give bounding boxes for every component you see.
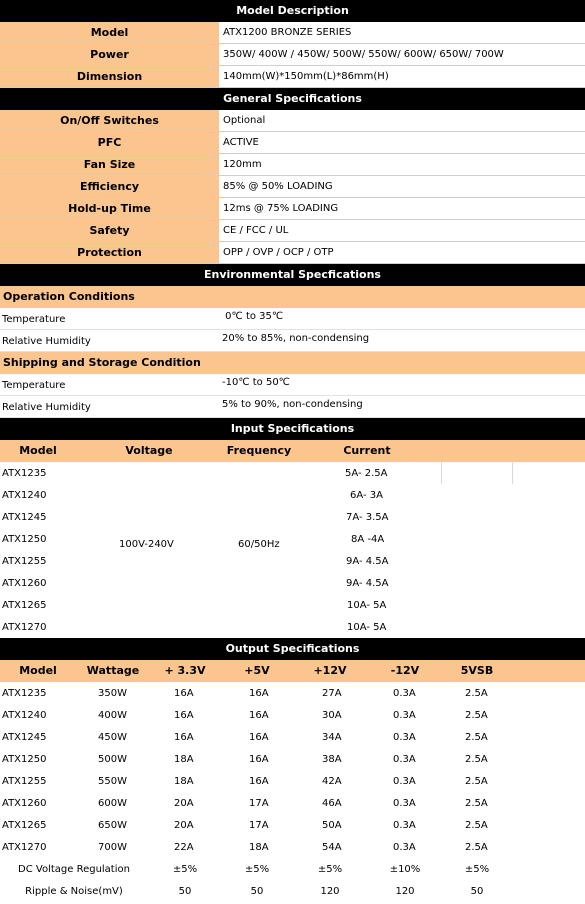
column-header: Current: [343, 444, 391, 457]
value-cell: 0.3A: [393, 820, 416, 831]
value-cell: 27A: [322, 688, 342, 699]
wattage-cell: 650W: [98, 820, 127, 831]
model-cell: ATX1270: [2, 842, 47, 853]
spec-row: [0, 154, 585, 176]
value-cell: 16A: [174, 710, 194, 721]
value-cell: 16A: [174, 688, 194, 699]
model-cell: ATX1265: [2, 600, 47, 611]
value-cell: 2.5A: [465, 820, 488, 831]
value-cell: 42A: [322, 776, 342, 787]
spec-value: OPP / OVP / OCP / OTP: [223, 247, 334, 258]
table-row: [0, 462, 585, 484]
model-cell: ATX1250: [2, 534, 47, 545]
value-cell: 46A: [322, 798, 342, 809]
value-cell: 2.5A: [465, 776, 488, 787]
value-cell: 54A: [322, 842, 342, 853]
wattage-cell: 350W: [98, 688, 127, 699]
wattage-cell: 600W: [98, 798, 127, 809]
table-row: [0, 616, 585, 638]
env-label: Relative Humidity: [2, 336, 91, 347]
spec-value: 350W/ 400W / 450W/ 500W/ 550W/ 600W/ 650W/ 700W: [223, 49, 504, 60]
spec-label: Power: [0, 44, 219, 65]
wattage-cell: 450W: [98, 732, 127, 743]
env-value: -10℃ to 50℃: [222, 377, 290, 388]
table-row: [0, 594, 585, 616]
value-cell: 120: [320, 886, 340, 897]
model-cell: ATX1245: [2, 732, 47, 743]
wattage-cell: 400W: [98, 710, 127, 721]
spec-row: [0, 242, 585, 264]
value-cell: 17A: [249, 798, 269, 809]
value-cell: 2.5A: [465, 732, 488, 743]
table-row: [0, 550, 585, 572]
env-label: Temperature: [2, 314, 66, 325]
value-cell: 20A: [174, 798, 194, 809]
table-row: [0, 792, 585, 814]
value-cell: 18A: [249, 842, 269, 853]
value-cell: 16A: [249, 776, 269, 787]
spec-value: 85% @ 50% LOADING: [223, 181, 333, 192]
table-row: [0, 770, 585, 792]
input-table-header: [0, 440, 585, 462]
value-cell: ±5%: [464, 864, 490, 875]
spec-row: [0, 198, 585, 220]
value-cell: 20A: [174, 820, 194, 831]
value-cell: 120: [395, 886, 415, 897]
model-cell: ATX1250: [2, 754, 47, 765]
model-cell: ATX1260: [2, 798, 47, 809]
spec-label: Dimension: [0, 66, 219, 87]
table-row: [0, 814, 585, 836]
value-cell: 0.3A: [393, 776, 416, 787]
table-row: [0, 836, 585, 858]
env-label: Temperature: [2, 380, 66, 391]
model-cell: ATX1255: [2, 556, 47, 567]
value-cell: 38A: [322, 754, 342, 765]
spec-label: PFC: [0, 132, 219, 153]
current-cell: 10A- 5A: [347, 622, 387, 633]
value-cell: ±5%: [172, 864, 198, 875]
spec-row: [0, 132, 585, 154]
value-cell: 50: [470, 886, 484, 897]
value-cell: 2.5A: [465, 710, 488, 721]
spec-value: ATX1200 BRONZE SERIES: [223, 27, 352, 38]
current-cell: 9A- 4.5A: [346, 578, 389, 589]
value-cell: 50: [178, 886, 192, 897]
column-header: +5V: [244, 664, 270, 677]
model-cell: ATX1270: [2, 622, 47, 633]
value-cell: 34A: [322, 732, 342, 743]
section-header-output-specifications: Output Specifications: [0, 638, 585, 660]
model-cell: ATX1265: [2, 820, 47, 831]
env-row: [0, 330, 585, 352]
spec-value: Optional: [223, 115, 266, 126]
section-header-model-description: Model Description: [0, 0, 585, 22]
column-header: -12V: [390, 664, 420, 677]
table-row: [0, 748, 585, 770]
current-cell: 6A- 3A: [350, 490, 383, 501]
value-cell: 2.5A: [465, 688, 488, 699]
input-voltage: 100V-240V: [119, 539, 174, 550]
value-cell: 16A: [249, 688, 269, 699]
value-cell: 22A: [174, 842, 194, 853]
table-row: [0, 572, 585, 594]
spec-row: [0, 66, 585, 88]
column-header: +12V: [313, 664, 347, 677]
spec-row: [0, 220, 585, 242]
spec-row: [0, 22, 585, 44]
table-row: [0, 726, 585, 748]
value-cell: 0.3A: [393, 798, 416, 809]
model-cell: ATX1260: [2, 578, 47, 589]
value-cell: 18A: [174, 776, 194, 787]
column-header: 5VSB: [460, 664, 494, 677]
value-cell: 2.5A: [465, 754, 488, 765]
value-cell: 0.3A: [393, 732, 416, 743]
spec-label: Model: [0, 22, 219, 43]
footer-label: Ripple & Noise(mV): [25, 886, 123, 897]
value-cell: 17A: [249, 820, 269, 831]
model-cell: ATX1240: [2, 490, 47, 501]
column-header: Voltage: [125, 444, 173, 457]
section-header-general-specifications: General Specifications: [0, 88, 585, 110]
spec-row: [0, 176, 585, 198]
value-cell: 2.5A: [465, 842, 488, 853]
value-cell: 16A: [249, 754, 269, 765]
env-value: 5% to 90%, non-condensing: [222, 399, 363, 410]
value-cell: 2.5A: [465, 798, 488, 809]
section-header-input-specifications: Input Specifications: [0, 418, 585, 440]
env-label: Relative Humidity: [2, 402, 91, 413]
env-value: 20% to 85%, non-condensing: [222, 333, 370, 344]
value-cell: 16A: [249, 710, 269, 721]
value-cell: 30A: [322, 710, 342, 721]
spec-row: [0, 44, 585, 66]
value-cell: ±5%: [317, 864, 343, 875]
spec-label: Fan Size: [0, 154, 219, 175]
env-value: 0℃ to 35℃: [222, 311, 284, 322]
spec-row: [0, 110, 585, 132]
footer-row: [0, 880, 585, 902]
value-cell: 50: [250, 886, 264, 897]
footer-row: [0, 858, 585, 880]
column-header: + 3.3V: [164, 664, 206, 677]
model-cell: ATX1235: [2, 688, 47, 699]
table-row: [0, 682, 585, 704]
env-row: [0, 308, 585, 330]
spec-value: ACTIVE: [223, 137, 259, 148]
subsection-title: Operation Conditions: [0, 286, 585, 308]
value-cell: 0.3A: [393, 710, 416, 721]
value-cell: 0.3A: [393, 842, 416, 853]
env-row: [0, 374, 585, 396]
current-cell: 8A -4A: [351, 534, 385, 545]
input-frequency: 60/50Hz: [238, 539, 280, 550]
table-row: [0, 704, 585, 726]
spec-value: 120mm: [223, 159, 262, 170]
value-cell: 16A: [174, 732, 194, 743]
env-row: [0, 396, 585, 418]
section-header-environmental-specifications: Environmental Specfications: [0, 264, 585, 286]
current-cell: 5A- 2.5A: [345, 468, 388, 479]
value-cell: 0.3A: [393, 688, 416, 699]
value-cell: 18A: [174, 754, 194, 765]
table-row: [0, 528, 585, 550]
model-cell: ATX1245: [2, 512, 47, 523]
table-row: [0, 506, 585, 528]
spec-value: 12ms @ 75% LOADING: [223, 203, 339, 214]
value-cell: 0.3A: [393, 754, 416, 765]
spec-value: CE / FCC / UL: [223, 225, 289, 236]
subsection-title: Shipping and Storage Condition: [0, 352, 585, 374]
spec-label: Efficiency: [0, 176, 219, 197]
column-header: Wattage: [86, 664, 140, 677]
wattage-cell: 500W: [98, 754, 127, 765]
value-cell: ±5%: [244, 864, 270, 875]
current-cell: 10A- 5A: [347, 600, 387, 611]
footer-label: DC Voltage Regulation: [18, 864, 130, 875]
column-header: Model: [19, 444, 57, 457]
current-cell: 9A- 4.5A: [346, 556, 389, 567]
wattage-cell: 700W: [98, 842, 127, 853]
spec-label: Safety: [0, 220, 219, 241]
spec-label: Hold-up Time: [0, 198, 219, 219]
output-table-header: [0, 660, 585, 682]
column-header: Model: [19, 664, 57, 677]
spec-value: 140mm(W)*150mm(L)*86mm(H): [223, 71, 389, 82]
column-header: Frequency: [226, 444, 292, 457]
current-cell: 7A- 3.5A: [346, 512, 389, 523]
value-cell: 50A: [322, 820, 342, 831]
value-cell: ±10%: [389, 864, 421, 875]
spec-label: Protection: [0, 242, 219, 263]
model-cell: ATX1240: [2, 710, 47, 721]
output-table-body: [0, 682, 585, 902]
model-cell: ATX1255: [2, 776, 47, 787]
value-cell: 16A: [249, 732, 269, 743]
input-table-body: [0, 462, 585, 638]
model-cell: ATX1235: [2, 468, 47, 479]
wattage-cell: 550W: [98, 776, 127, 787]
table-row: [0, 484, 585, 506]
spec-label: On/Off Switches: [0, 110, 219, 131]
